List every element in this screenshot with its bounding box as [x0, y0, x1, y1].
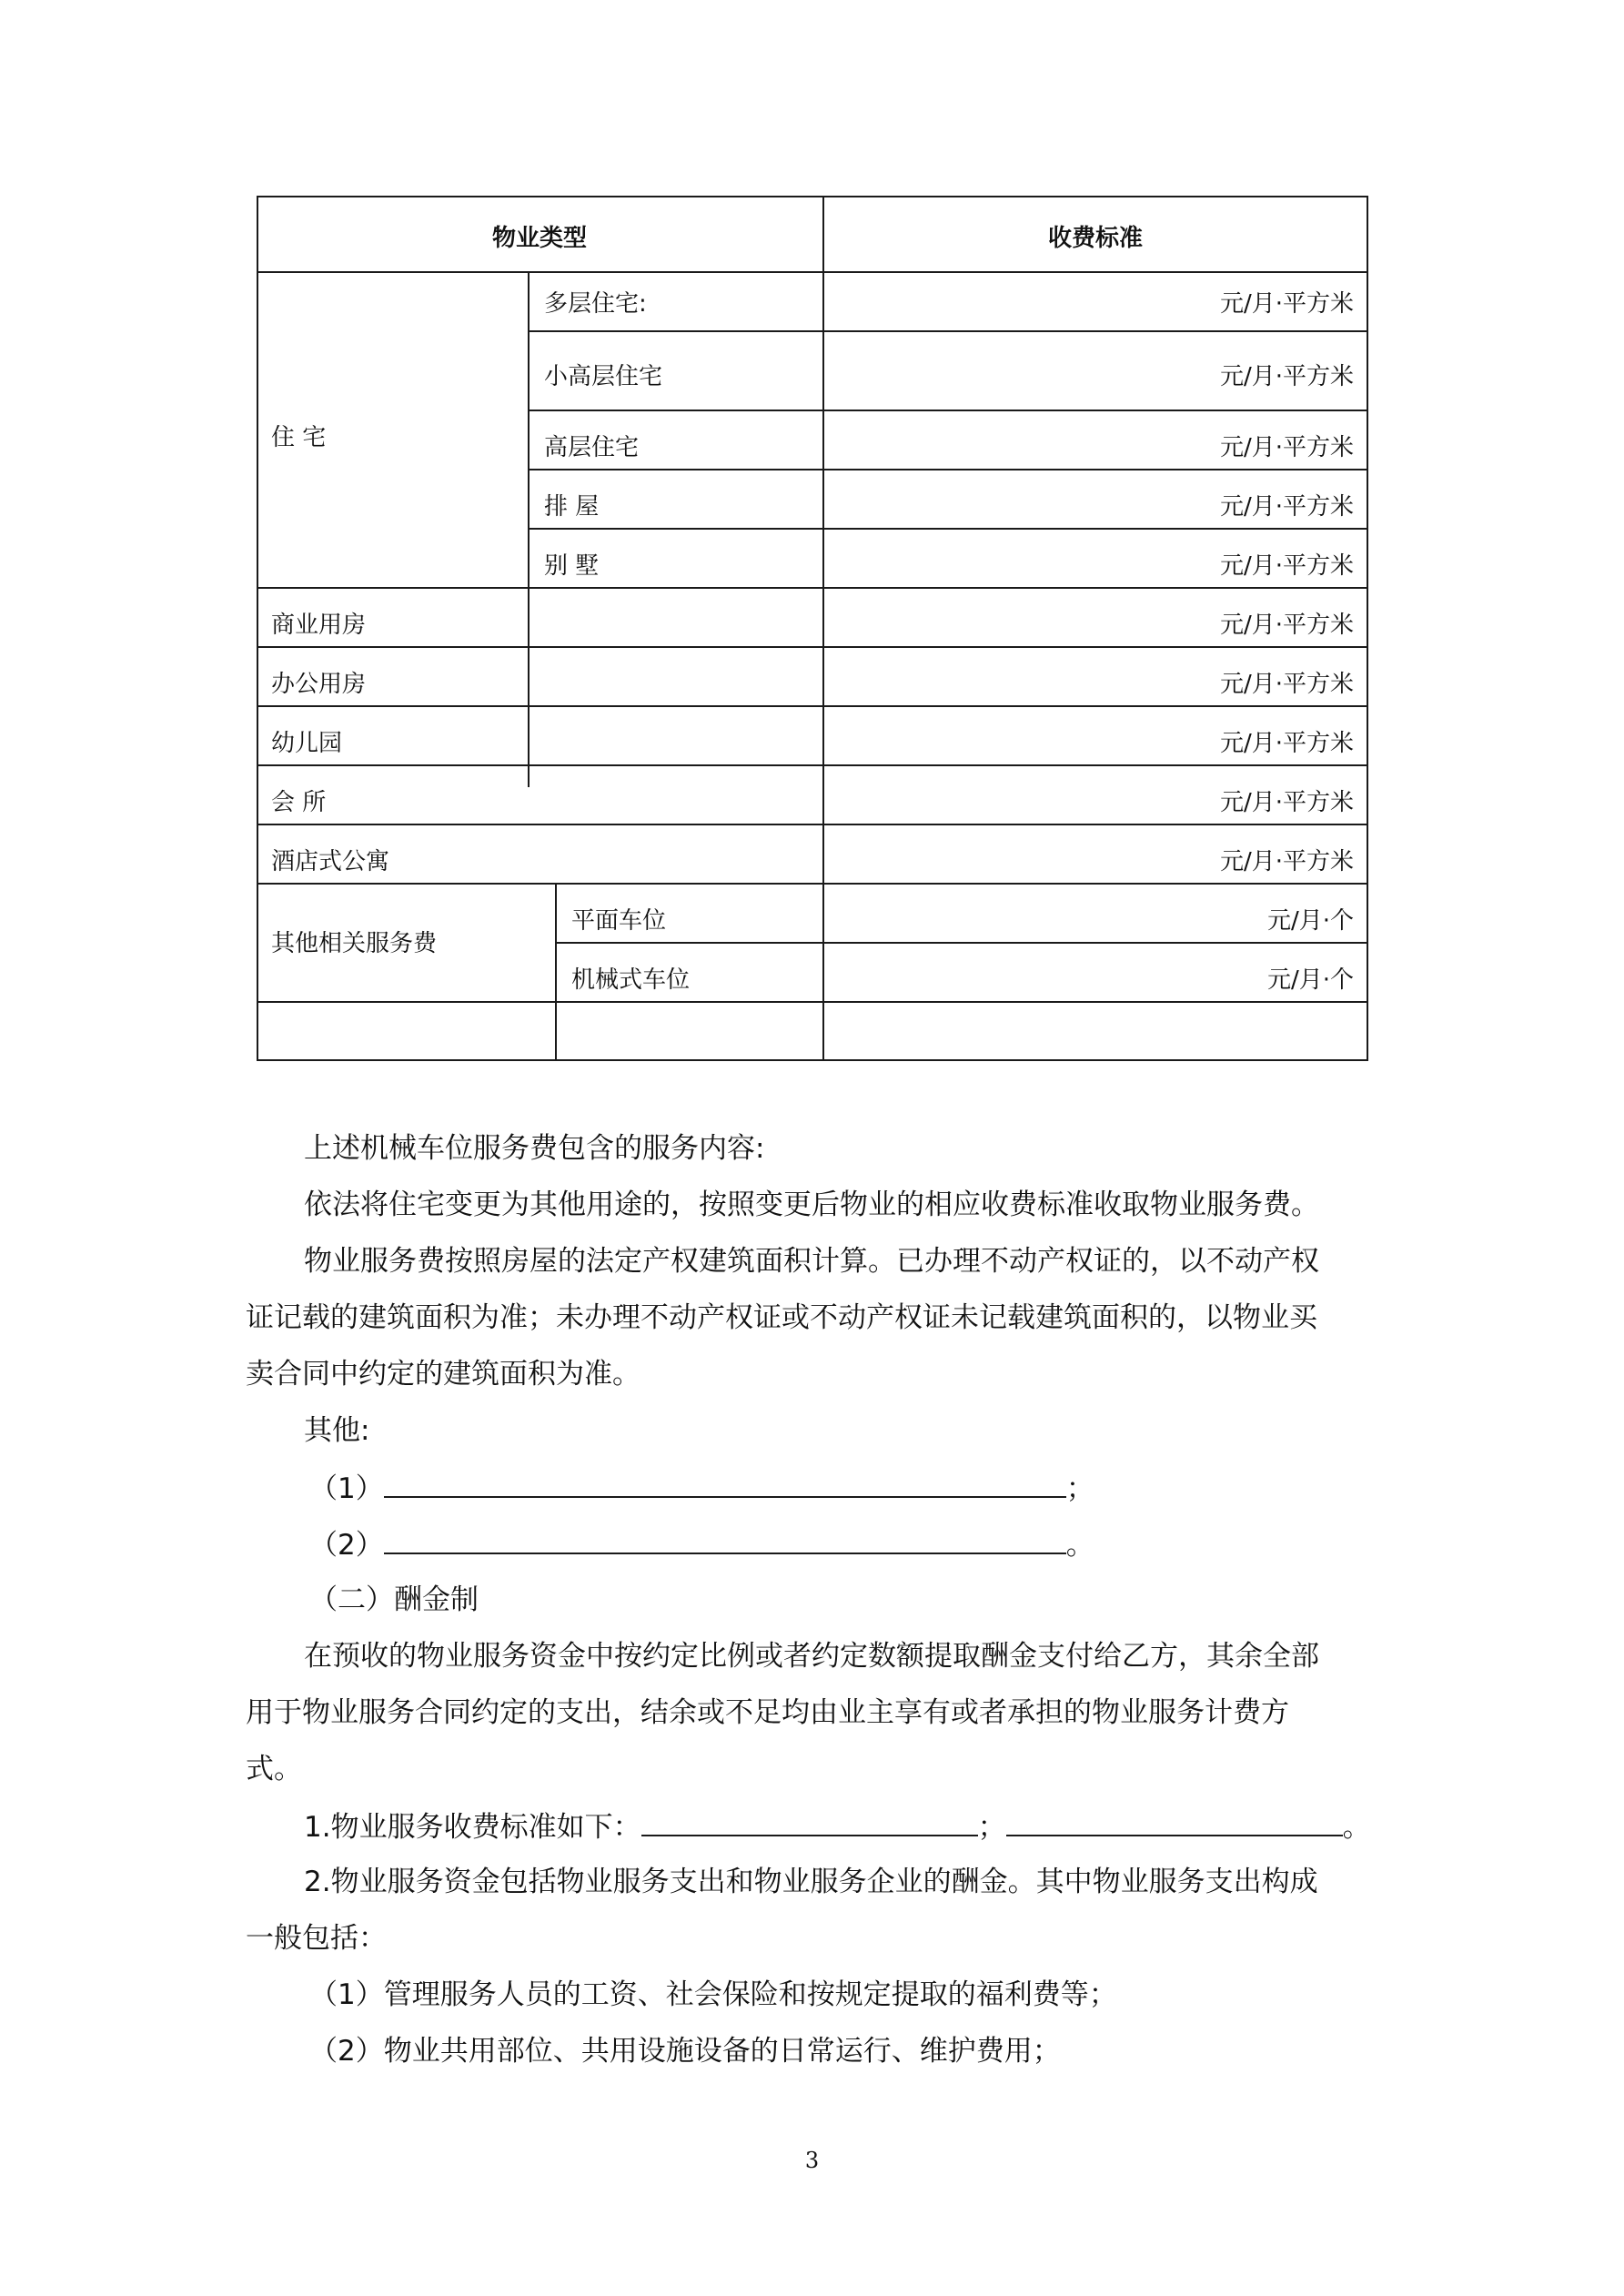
paragraph: 2.物业服务资金包括物业服务支出和物业服务企业的酬金。其中物业服务支出构成 [304, 1866, 1318, 1898]
row-unit: 元/月·平方米 [1219, 730, 1354, 757]
list-item: （1）管理服务人员的工资、社会保险和按规定提取的福利费等； [309, 1978, 1117, 2011]
residential-label: 住 宅 [271, 424, 327, 451]
item-suffix: ； [1065, 1472, 1094, 1505]
paragraph: 依法将住宅变更为其他用途的，按照变更后物业的相应收费标准收取物业服务费。 [304, 1188, 1319, 1221]
item-suffix: 。 [1065, 1529, 1094, 1562]
row-type: 办公用房 [271, 671, 367, 698]
paragraph: 一般包括： [246, 1922, 387, 1955]
row-type: 机械式车位 [571, 966, 691, 994]
row-unit: 元/月·个 [1266, 907, 1354, 935]
paragraph: 证记载的建筑面积为准；未办理不动产权证或不动产权证未记载建筑面积的，以物业买 [246, 1301, 1317, 1334]
row-line [257, 587, 1368, 589]
row-unit: 元/月·平方米 [1219, 789, 1354, 816]
row-type: 多层住宅: [544, 290, 647, 318]
item-prefix: （2） [309, 1529, 384, 1562]
row-line [555, 942, 1368, 944]
row-line [257, 764, 1368, 766]
row-line [257, 646, 1368, 648]
other-sub-divider [555, 883, 557, 1061]
table-border-top [257, 196, 1368, 197]
row-unit: 元/月·平方米 [1219, 671, 1354, 698]
item-end: 。 [1342, 1811, 1371, 1844]
row-line [257, 271, 1368, 273]
row-line [257, 824, 1368, 825]
item-prefix: 1.物业服务收费标准如下： [304, 1811, 641, 1844]
row-unit: 元/月·平方米 [1219, 434, 1354, 461]
table-border-right [1367, 196, 1368, 1061]
row-unit: 元/月·平方米 [1219, 290, 1354, 318]
header-fee-standard: 收费标准 [1047, 225, 1143, 252]
paragraph: 在预收的物业服务资金中按约定比例或者约定数额提取酬金支付给乙方，其余全部 [304, 1640, 1319, 1673]
paragraph: 卖合同中约定的建筑面积为准。 [246, 1358, 641, 1391]
row-line [528, 469, 1368, 470]
other-item-2 [309, 1525, 1447, 1563]
fill-in-blank[interactable] [641, 1807, 978, 1836]
paragraph: 物业服务费按照房屋的法定产权建筑面积计算。已办理不动产权证的，以不动产权 [304, 1245, 1319, 1278]
header-property-type: 物业类型 [491, 225, 587, 252]
row-unit: 元/月·个 [1266, 966, 1354, 994]
list-item: （2）物业共用部位、共用设施设备的日常运行、维护费用； [309, 2035, 1061, 2068]
row-unit: 元/月·平方米 [1219, 493, 1354, 521]
row-type: 幼儿园 [271, 730, 343, 757]
fill-in-blank[interactable] [384, 1469, 1066, 1498]
fill-in-blank[interactable] [1006, 1807, 1343, 1836]
row-type: 小高层住宅 [544, 363, 663, 390]
item-prefix: （1） [309, 1472, 384, 1505]
fee-standard-item [304, 1807, 1441, 1846]
item-separator: ； [977, 1811, 1006, 1844]
paragraph: 用于物业服务合同约定的支出，结余或不足均由业主享有或者承担的物业服务计费方 [246, 1696, 1289, 1729]
row-type: 平面车位 [571, 907, 667, 935]
table-border-left [257, 196, 258, 1061]
row-line [528, 528, 1368, 530]
paragraph: 式。 [246, 1753, 302, 1785]
row-unit: 元/月·平方米 [1219, 363, 1354, 390]
fee-standard-table [257, 196, 1368, 1061]
page-number: 3 [804, 2148, 820, 2173]
fill-in-blank[interactable] [384, 1525, 1066, 1554]
row-type: 会 所 [271, 789, 327, 816]
row-line [528, 330, 1368, 332]
paragraph: 上述机械车位服务费包含的服务内容: [304, 1132, 765, 1165]
row-type: 别 墅 [544, 552, 600, 580]
other-services-label: 其他相关服务费 [271, 930, 438, 957]
section-heading: （二）酬金制 [309, 1583, 479, 1616]
row-line [257, 883, 1368, 885]
row-type: 高层住宅 [544, 434, 640, 461]
row-unit: 元/月·平方米 [1219, 552, 1354, 580]
other-item-1 [309, 1469, 1447, 1507]
row-type: 酒店式公寓 [271, 848, 390, 875]
other-label: 其他: [304, 1414, 370, 1447]
table-border-bottom [257, 1059, 1368, 1061]
row-line [257, 705, 1368, 707]
row-type: 排 屋 [544, 493, 600, 521]
row-unit: 元/月·平方米 [1219, 848, 1354, 875]
row-type: 商业用房 [271, 612, 367, 639]
row-line [257, 1001, 1368, 1003]
row-line [528, 410, 1368, 411]
row-unit: 元/月·平方米 [1219, 612, 1354, 639]
